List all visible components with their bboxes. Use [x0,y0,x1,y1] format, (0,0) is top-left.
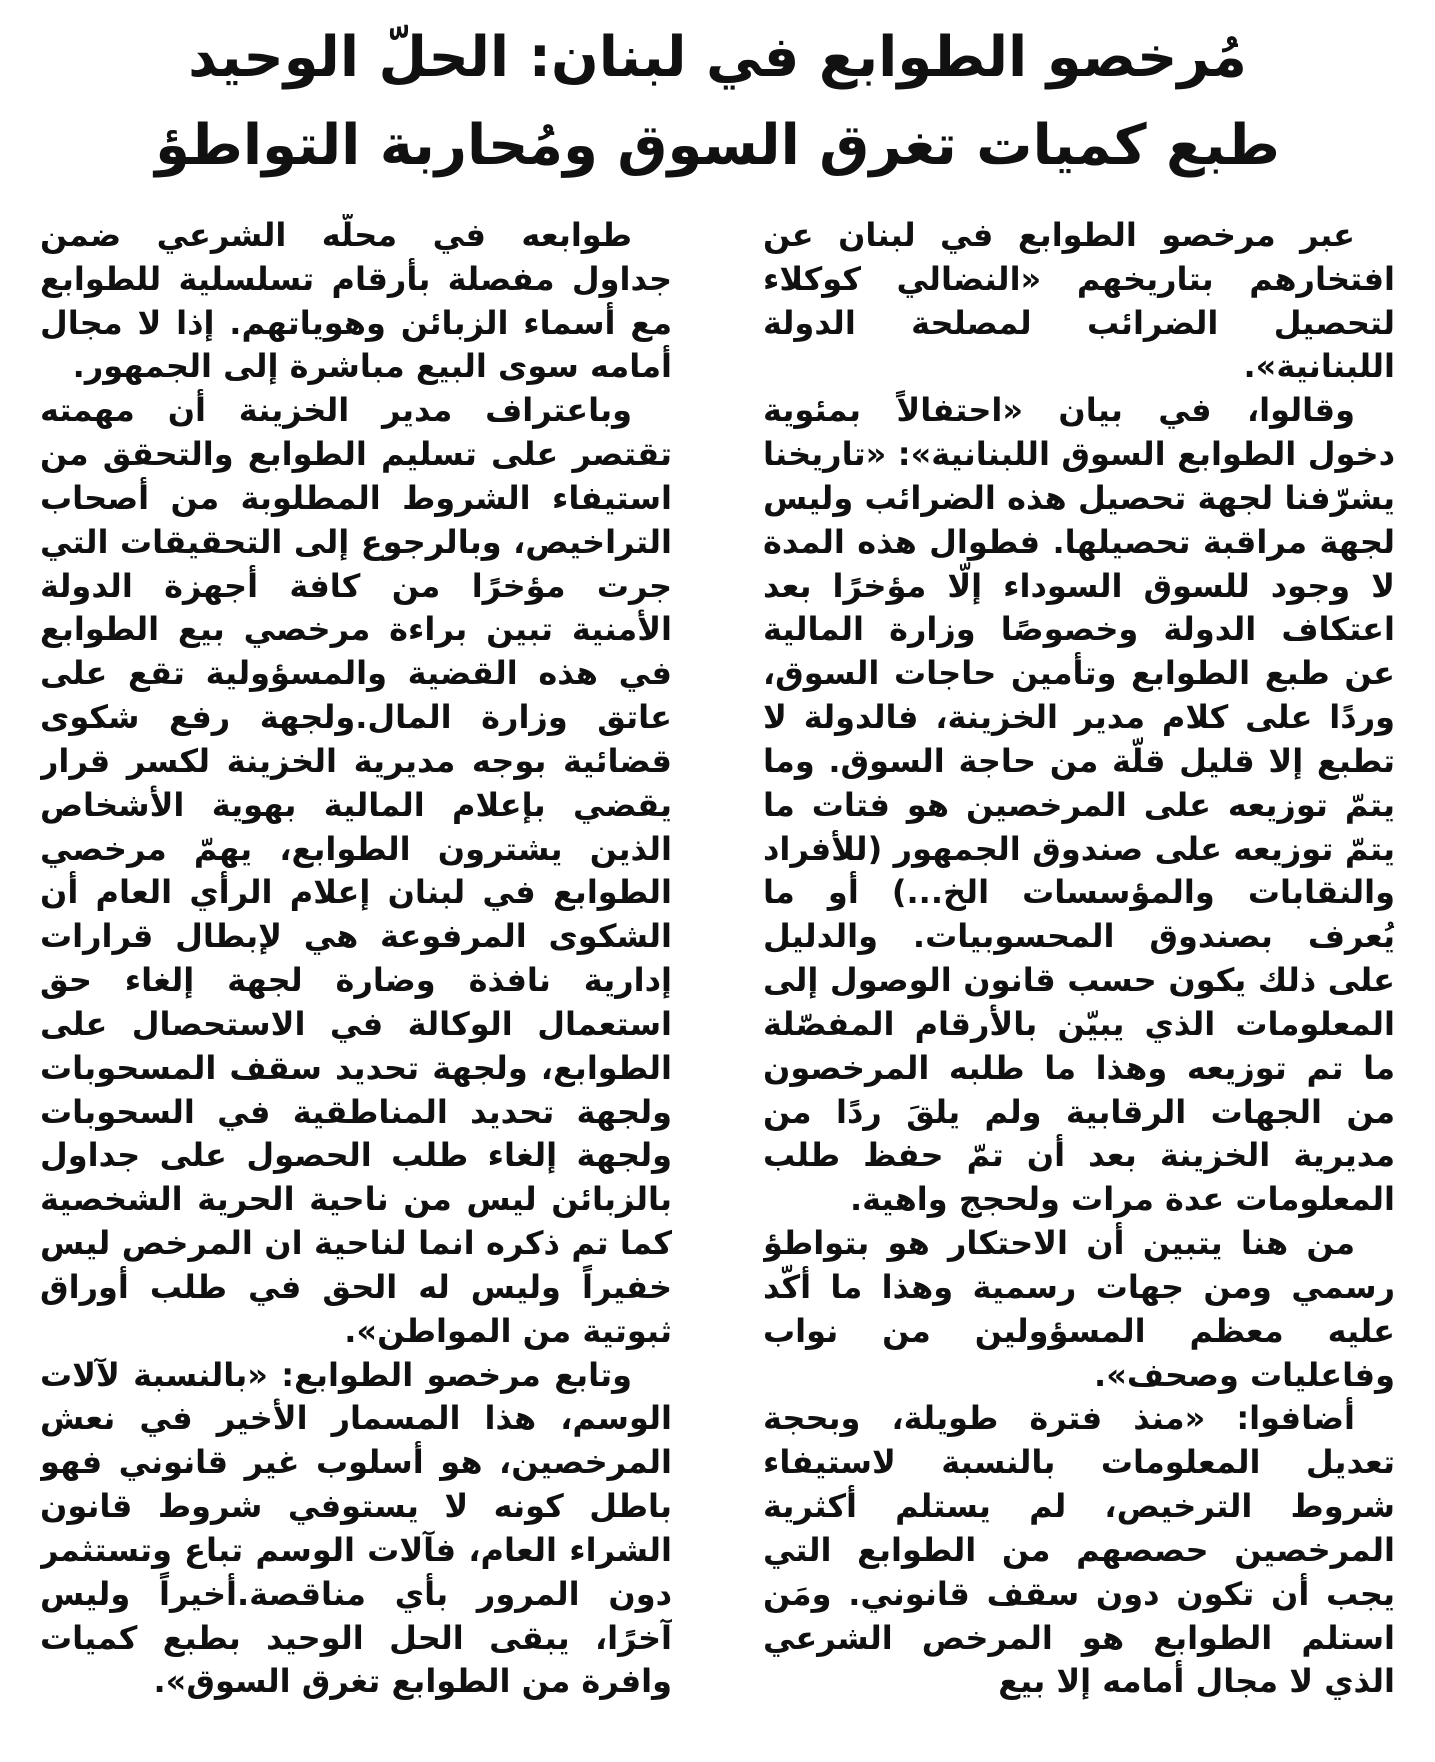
paragraph: من هنا يتبين أن الاحتكار هو بتواطؤ رسمي ومن جهات رسمية وهذا ما أكّد عليه معظم المسؤولين من نواب وفاعليات وصحف». [763,1224,1395,1394]
headline-line-2: طبع كميات تغرق السوق ومُحاربة التواطؤ [155,113,1280,178]
paragraph: عبر مرخصو الطوابع في لبنان عن افتخارهم بتاريخهم «النضالي كوكلاء لتحصيل الضرائب لمصلحة الدولة اللبنانية». [763,216,1395,386]
paragraph: وباعتراف مدير الخزينة أن مهمته تقتصر على تسليم الطوابع والتحقق من استيفاء الشروط المطلوبة من أصحاب التراخيص، وبالرجوع إلى التحقيقات التي جرت مؤخرًا من كافة أجهزة الدولة الأمنية تبين براءة مرخصي بيع الطوابع في هذه القضية والمسؤولية تقع على عاتق وزارة المال.ولجهة رفع شكوى قضائية بوجه مديرية الخزينة لكسر قرار يقضي بإعلام المالية بهوية الأشخاص الذين يشترون الطوابع، يهمّ مرخصي الطوابع في لبنان إعلام الرأي العام أن الشكوى المرفوعة هي لإبطال قرارات إدارية نافذة وضارة لجهة إلغاء حق استعمال الوكالة في الاستحصال على الطوابع، ولجهة تحديد سقف المسحوبات ولجهة تحديد المناطقية في السحوبات ولجهة إلغاء طلب الحصول على جداول بالزبائن ليس من ناحية الحرية الشخصية كما تم ذكره انما لناحية ان المرخص ليس خفيراً وليس له الحق في طلب أوراق ثبوتية من المواطن». [40,391,672,1350]
article-headline [40,0,1395,196]
paragraph: طوابعه في محلّه الشرعي ضمن جداول مفصلة بأرقام تسلسلية للطوابع مع أسماء الزبائن وهوياتهم. إذا لا مجال أمامه سوى البيع مباشرة إلى الجمهور. [40,216,672,386]
article-body [40,214,1395,1744]
column-right [763,214,1395,1744]
paragraph: وتابع مرخصو الطوابع: «بالنسبة لآلات الوسم، هذا المسمار الأخير في نعش المرخصين، هو أسلوب غير قانوني فهو باطل كونه لا يستوفي شروط قانون الشراء العام، فآلات الوسم تباع وتستثمر دون المرور بأي مناقصة.أخيراً وليس آخرًا، يبقى الحل الوحيد بطبع كميات وافرة من الطوابع تغرق السوق». [40,1355,672,1701]
column-left [40,214,672,1744]
paragraph: وقالوا، في بيان «احتفالاً بمئوية دخول الطوابع السوق اللبنانية»: «تاريخنا يشرّفنا لجهة تحصيل هذه الضرائب وليس لجهة مراقبة تحصيلها. فطوال هذه المدة لا وجود للسوق السوداء إلّا مؤخرًا بعد اعتكاف الدولة وخصوصًا وزارة المالية عن طبع الطوابع وتأمين حاجات السوق، وردًا على كلام مدير الخزينة، فالدولة لا تطبع إلا قليل قلّة من حاجة السوق. وما يتمّ توزيعه على المرخصين هو فتات ما يتمّ توزيعه على صندوق الجمهور (للأفراد والنقابات والمؤسسات الخ...) أو ما يُعرف بصندوق المحسوبيات. والدليل على ذلك يكون حسب قانون الوصول إلى المعلومات الذي يبيّن بالأرقام المفصّلة ما تم توزيعه وهذا ما طلبه المرخصون من الجهات الرقابية ولم يلقَ ردًا من مديرية الخزينة بعد أن تمّ حفظ طلب المعلومات عدة مرات ولحجج واهية. [763,391,1395,1219]
paragraph: أضافوا: «منذ فترة طويلة، وبحجة تعديل المعلومات بالنسبة لاستيفاء شروط الترخيص، لم يستلم أكثرية المرخصين حصصهم من الطوابع التي يجب أن تكون دون سقف قانوني. ومَن استلم الطوابع هو المرخص الشرعي الذي لا مجال أمامه إلا بيع [763,1399,1395,1701]
headline-line-1: مُرخصو الطوابع في لبنان: الحلّ الوحيد [188,25,1247,90]
